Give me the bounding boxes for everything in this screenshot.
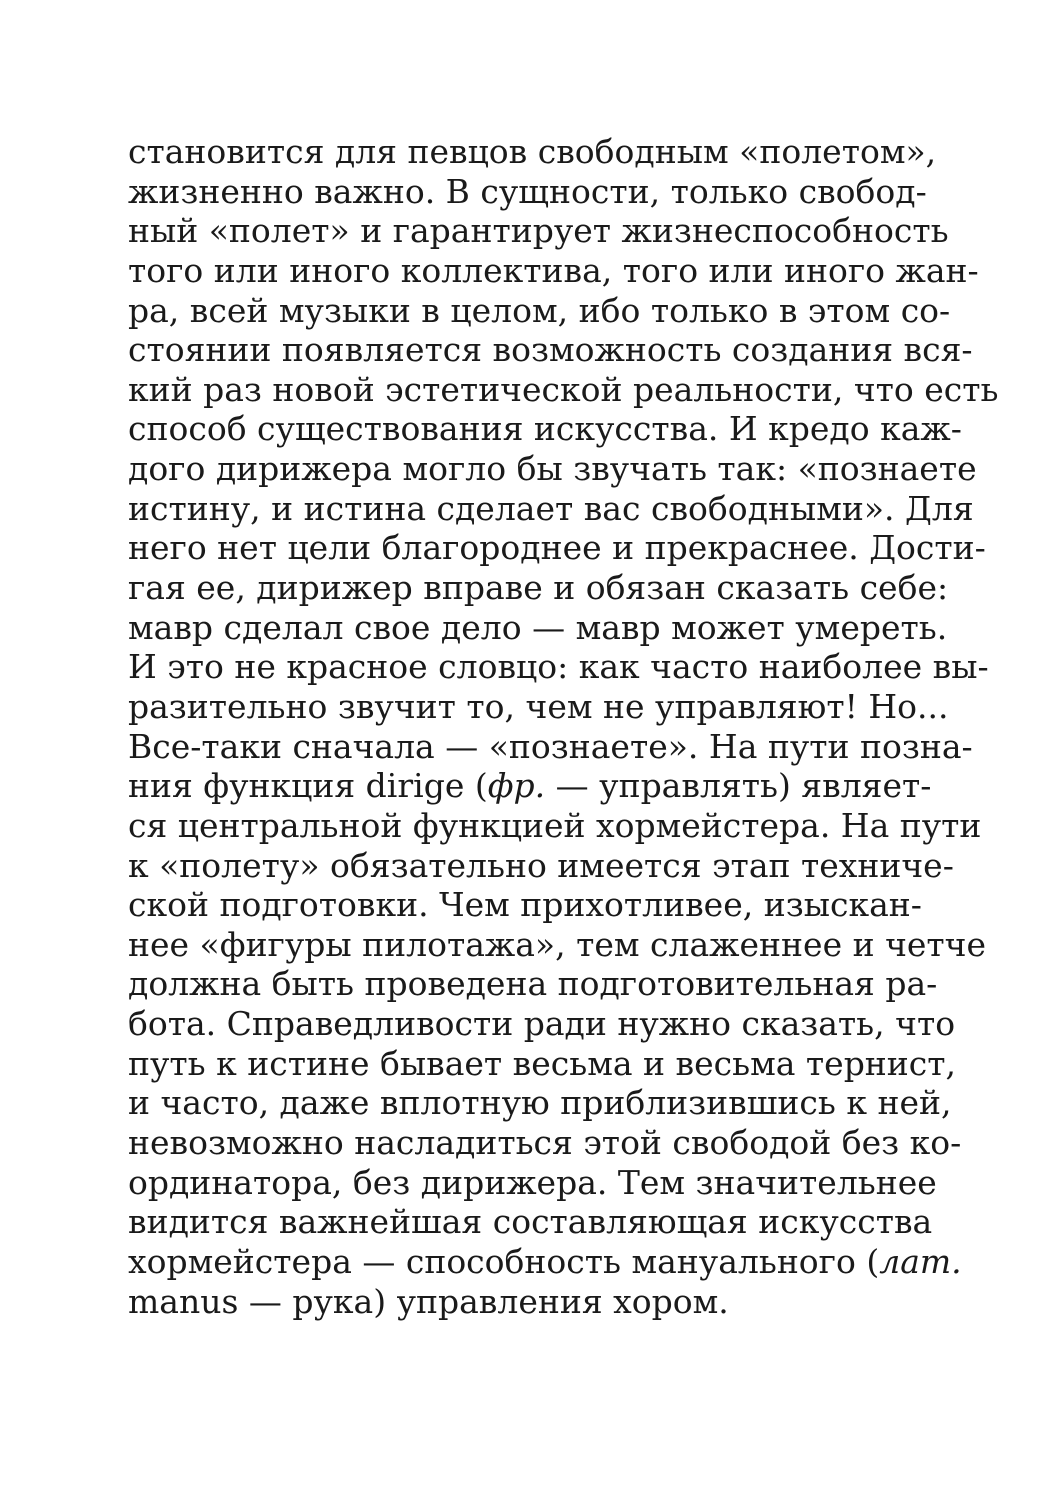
text-line [128,171,927,212]
text-line [128,449,977,489]
text-segment: истину, и истина сделает вас свободными». Для [128,488,974,528]
text-segment: бота. Справедливости ради нужно сказать, что [128,1004,956,1044]
text-line [128,488,974,529]
text-line [128,290,951,331]
text-line [128,568,949,608]
text-segment: мавр сделал свое дело — мавр может умереть. [128,607,948,647]
text-line [128,964,938,1004]
text-segment: ный «полет» и гарантирует жизнеспособность [128,211,949,251]
text-segment: разительно звучит то, чем не управляют! Но... [128,686,949,726]
text-segment: — управлять) являет- [545,766,932,806]
text-segment: способ существования искусства. И кредо каж- [128,409,962,449]
text-line [128,726,973,767]
text-segment: ординатора, без дирижера. Тем значительнее [128,1162,937,1202]
text-line [128,1241,962,1282]
text-line [128,1083,952,1123]
text-line [128,805,982,846]
text-segment: стоянии появляется возможность создания вся- [128,330,973,370]
text-segment: гая ее, дирижер вправе и обязан сказать себе: [128,568,949,608]
text-segment: дого дирижера могло бы звучать так: «познаете [128,449,977,489]
text-line [128,369,999,410]
text-line [128,330,973,370]
text-segment: того или иного коллектива, того или иного жан- [128,250,979,290]
text-segment: ся центральной функцией хормейстера. На пути [128,805,982,845]
text-line [128,132,937,172]
text-line [128,409,962,449]
text-line [128,1282,918,1322]
text-line [128,607,948,648]
text-segment: кий раз новой эстетической реальности, что есть [128,369,999,409]
text-segment: хормейстера — способность мануального ( [128,1241,880,1281]
text-segment: manus — рука) управления хором. [128,1281,729,1321]
text-line [128,1043,957,1084]
text-segment: к «полету» обязательно имеется этап техниче- [128,845,954,885]
text-segment: ра, всей музыки в целом, ибо только в этом со- [128,290,951,330]
text-segment: ния функция dirige ( [128,766,488,806]
text-segment: И это не красное словцо: как часто наиболее вы- [128,647,989,687]
text-line [128,1162,937,1203]
text-segment: жизненно важно. В сущности, только свобод- [128,171,927,211]
text-line [128,845,954,886]
text-line [128,528,986,568]
text-segment: ской подготовки. Чем прихотливее, изыскан- [128,885,922,925]
italic-term: фр. [487,766,546,806]
body-text [128,132,999,1321]
text-line [128,686,949,727]
text-segment: него нет цели благороднее и прекраснее. Дости- [128,528,986,568]
text-line [128,1004,956,1044]
text-segment: и часто, даже вплотную приблизившись к ней, [128,1083,952,1123]
text-segment: становится для певцов свободным «полетом», [128,132,937,171]
text-line [128,250,979,291]
text-line [128,924,987,965]
text-line [128,885,922,925]
text-line [128,1123,962,1163]
text-segment: невозможно насладиться этой свободой без ко- [128,1123,962,1163]
text-line [128,211,949,251]
text-line [128,766,932,806]
text-segment: видится важнейшая составляющая искусства [128,1202,933,1242]
text-line [128,1202,933,1242]
text-line [128,647,989,687]
text-segment: путь к истине бывает весьма и весьма тернист, [128,1043,957,1083]
text-segment: должна быть проведена подготовительная ра- [128,964,938,1004]
text-segment: Все-таки сначала — «познаете». На пути позна- [128,726,973,766]
italic-term: лат. [879,1241,962,1281]
text-segment: нее «фигуры пилотажа», тем слаженнее и четче [128,924,987,964]
